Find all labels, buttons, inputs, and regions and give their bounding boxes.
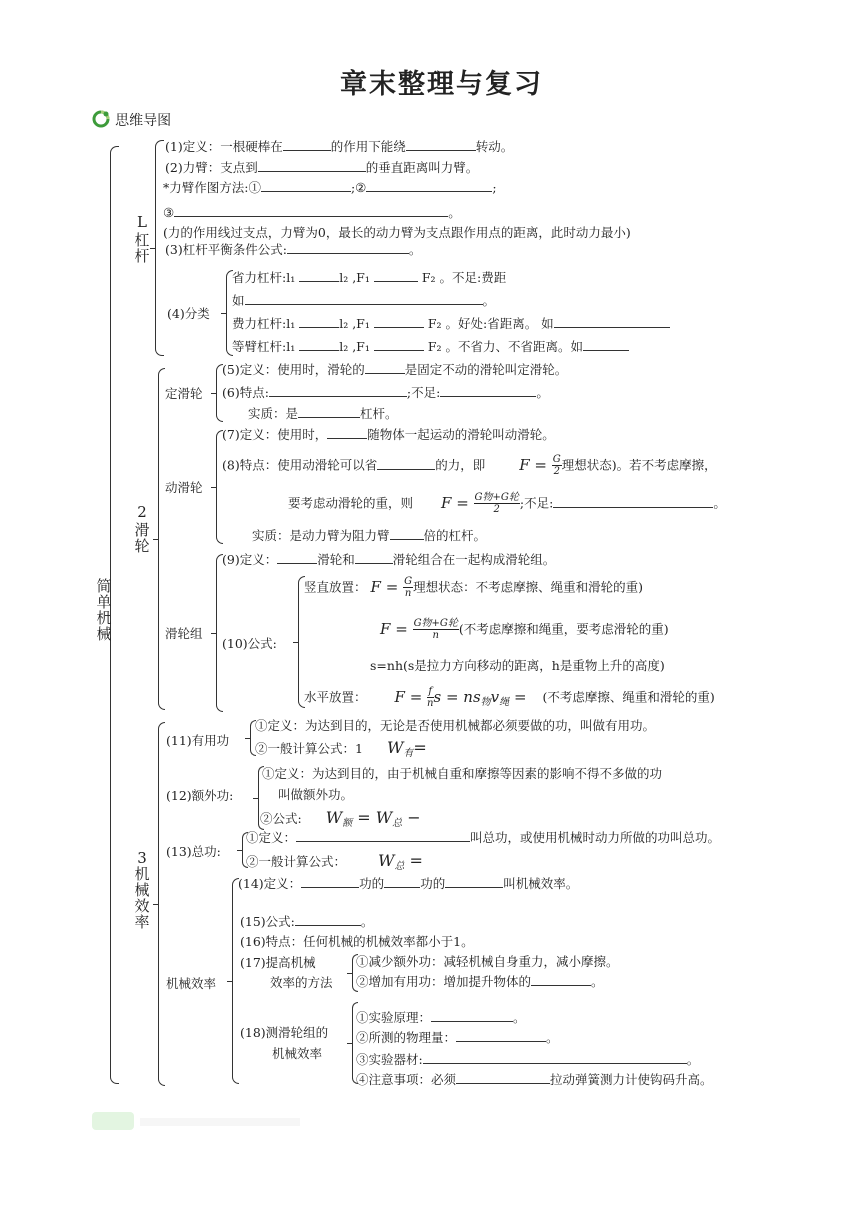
improve-efficiency-label-2: 效率的方法 [270,975,333,990]
lever-label-num: L [137,213,147,231]
extra-work-definition-2: 叫做额外功。 [278,787,354,802]
root-label: 简单机械 [96,577,112,643]
total-work-label: (13)总功: [166,844,221,859]
vertical-placement-real: F = $\frac{\text{G物+G轮}}{n}$ (不考虑摩擦和绳重，要考虑滑轮的重) [380,618,669,641]
formula-real: F = $\frac{\text{G物+G轮}}{n}$ [380,618,458,641]
pulley-group-label: 滑轮组 [165,626,203,641]
efficiency-label: 机械效率 [134,865,150,931]
extra-work-formula: ②公式: $W_额 = W_总$ − [260,808,421,829]
efficiency-label-num: 3 [137,849,147,867]
fixed-pulley-label: 定滑轮 [165,386,203,401]
lever-brace [155,140,164,356]
extra-work-label: (12)额外功: [166,788,234,803]
useful-work-label: (11)有用功 [166,733,230,748]
mech-efficiency-brace [232,878,239,1084]
efficiency-brace [158,722,165,1086]
total-work-formula: ②一般计算公式： $W_总$ = [246,851,423,872]
efficiency-formula: (15)公式: 。 [240,914,374,929]
pulley-label: 滑轮 [134,521,150,555]
lever-definition: (1)定义：一根硬棒在 的作用下能绕 转动。 [165,139,514,154]
pulley-brace [158,368,165,710]
measure-efficiency-label-1: (18)测滑轮组的 [240,1025,329,1040]
formula-ideal: F = $\frac{G}{n}$ [370,576,413,599]
formula-half: F = $\frac{G}{2}$ [519,454,561,477]
section-logo-icon [92,110,110,128]
vertical-placement: 竖直放置： F = $\frac{G}{n}$ 理想状态：不考虑摩擦、绳重和滑轮的重) [304,576,643,599]
lever-arm: (2)力臂：支点到 的垂直距离叫力臂。 [165,160,479,175]
section-header [92,110,171,129]
pulley-group-definition: (9)定义： 滑轮和 滑轮组合在一起构成滑轮组。 [222,552,556,567]
fixed-pulley-feature: (6)特点: ;不足: 。 [222,385,549,400]
movable-pulley-definition: (7)定义：使用时， 随物体一起运动的滑轮叫动滑轮。 [222,427,555,442]
fixed-pulley-essence: 实质：是 杠杆。 [248,406,398,421]
movable-pulley-feature: (8)特点：使用动滑轮可以省 的力，即 F = $\frac{G}{2}$ 理想状态)。若不考虑摩擦， [222,454,717,477]
reduce-extra-work: ①减少额外功：减轻机械自身重力，减小摩擦。 [356,954,619,969]
lever-arm-method: *力臂作图方法:① ;② ; [163,180,497,195]
total-work-definition: ①定义： 叫总功，或使用机械时动力所做的功叫总功。 [246,830,721,845]
improve-efficiency-label-1: (17)提高机械 [240,955,316,970]
pulley-group-formula-label: (10)公式: [222,636,277,651]
useful-work-formula: ②一般计算公式：1 $W_有=$ [255,738,427,759]
force-saving-lever: 省力杠杆:l₁ l₂ ,F₁ F₂ 。不足:费距 [232,270,507,285]
pulley-label-num: 2 [137,503,147,521]
footer-decoration [92,1112,134,1130]
movable-pulley-label: 动滑轮 [165,480,203,495]
distance-relation: s=nh(s是拉力方向移动的距离，h是重物上升的高度) [370,658,665,673]
force-costing-lever: 费力杠杆:l₁ l₂ ,F₁ F₂ 。好处:省距离。 如 [232,316,670,332]
force-saving-example: 如 。 [232,293,496,308]
section-label: 思维导图 [115,113,172,129]
efficiency-definition: (14)定义： 功的 功的 叫机械效率。 [238,876,579,891]
horizontal-placement: 水平放置： F = $\frac{f}{n}$ $s = ns_物v_绳$ = (不考虑摩擦、绳重和滑轮的重) [304,686,715,709]
experiment-principle: ①实验原理： 。 [356,1010,526,1025]
lever-note: (力的作用线过支点，力臂为0，最长的动力臂为支点跟作用点的距离，此时动力最小) [163,225,631,240]
efficiency-feature: (16)特点：任何机械的机械效率都小于1。 [240,934,474,949]
formula-horizontal: F = $\frac{f}{n}$ $s = ns_物v_绳$ = [394,686,527,709]
movable-pulley-weight: 要考虑动滑轮的重，则 F = $\frac{\text{G物+G轮}}{2}$ ;不足: 。 [288,492,726,515]
lever-classification: (4)分类 [167,306,210,321]
useful-work-definition: ①定义：为达到目的，无论是否使用机械都必须要做的功，叫做有用功。 [255,718,656,733]
extra-work-definition: ①定义：为达到目的，由于机械自重和摩擦等因素的影响不得不多做的功 [262,766,663,781]
movable-pulley-essence: 实质：是动力臂为阻力臂 倍的杠杆。 [252,528,487,543]
experiment-notes: ④注意事项：必须 拉动弹簧测力计使钩码升高。 [356,1072,713,1087]
footer-decoration-bar [140,1118,300,1126]
mech-efficiency-label: 机械效率 [166,976,217,991]
lever-label: 杠杆 [134,231,150,265]
pulley-group-brace [216,554,223,712]
formula-with-pulley: F = $\frac{\text{G物+G轮}}{2}$ [440,492,519,515]
movable-pulley-brace [216,430,223,544]
measure-efficiency-label-2: 机械效率 [272,1046,323,1061]
lever-balance: (3)杠杆平衡条件公式: 。 [165,242,422,257]
fixed-pulley-definition: (5)定义：使用时，滑轮的 是固定不动的滑轮叫定滑轮。 [222,362,568,377]
lever-arm-method-3: ③ 。 [163,205,461,220]
measured-quantities: ②所测的物理量： 。 [356,1030,559,1045]
equal-arm-lever: 等臂杠杆:l₁ l₂ ,F₁ F₂ 。不省力、不省距离。如 [232,339,629,355]
page-title: 章末整理与复习 [340,69,543,100]
experiment-equipment: ③实验器材: 。 [356,1052,700,1067]
increase-useful-work: ②增加有用功：增加提升物体的 。 [356,974,604,989]
